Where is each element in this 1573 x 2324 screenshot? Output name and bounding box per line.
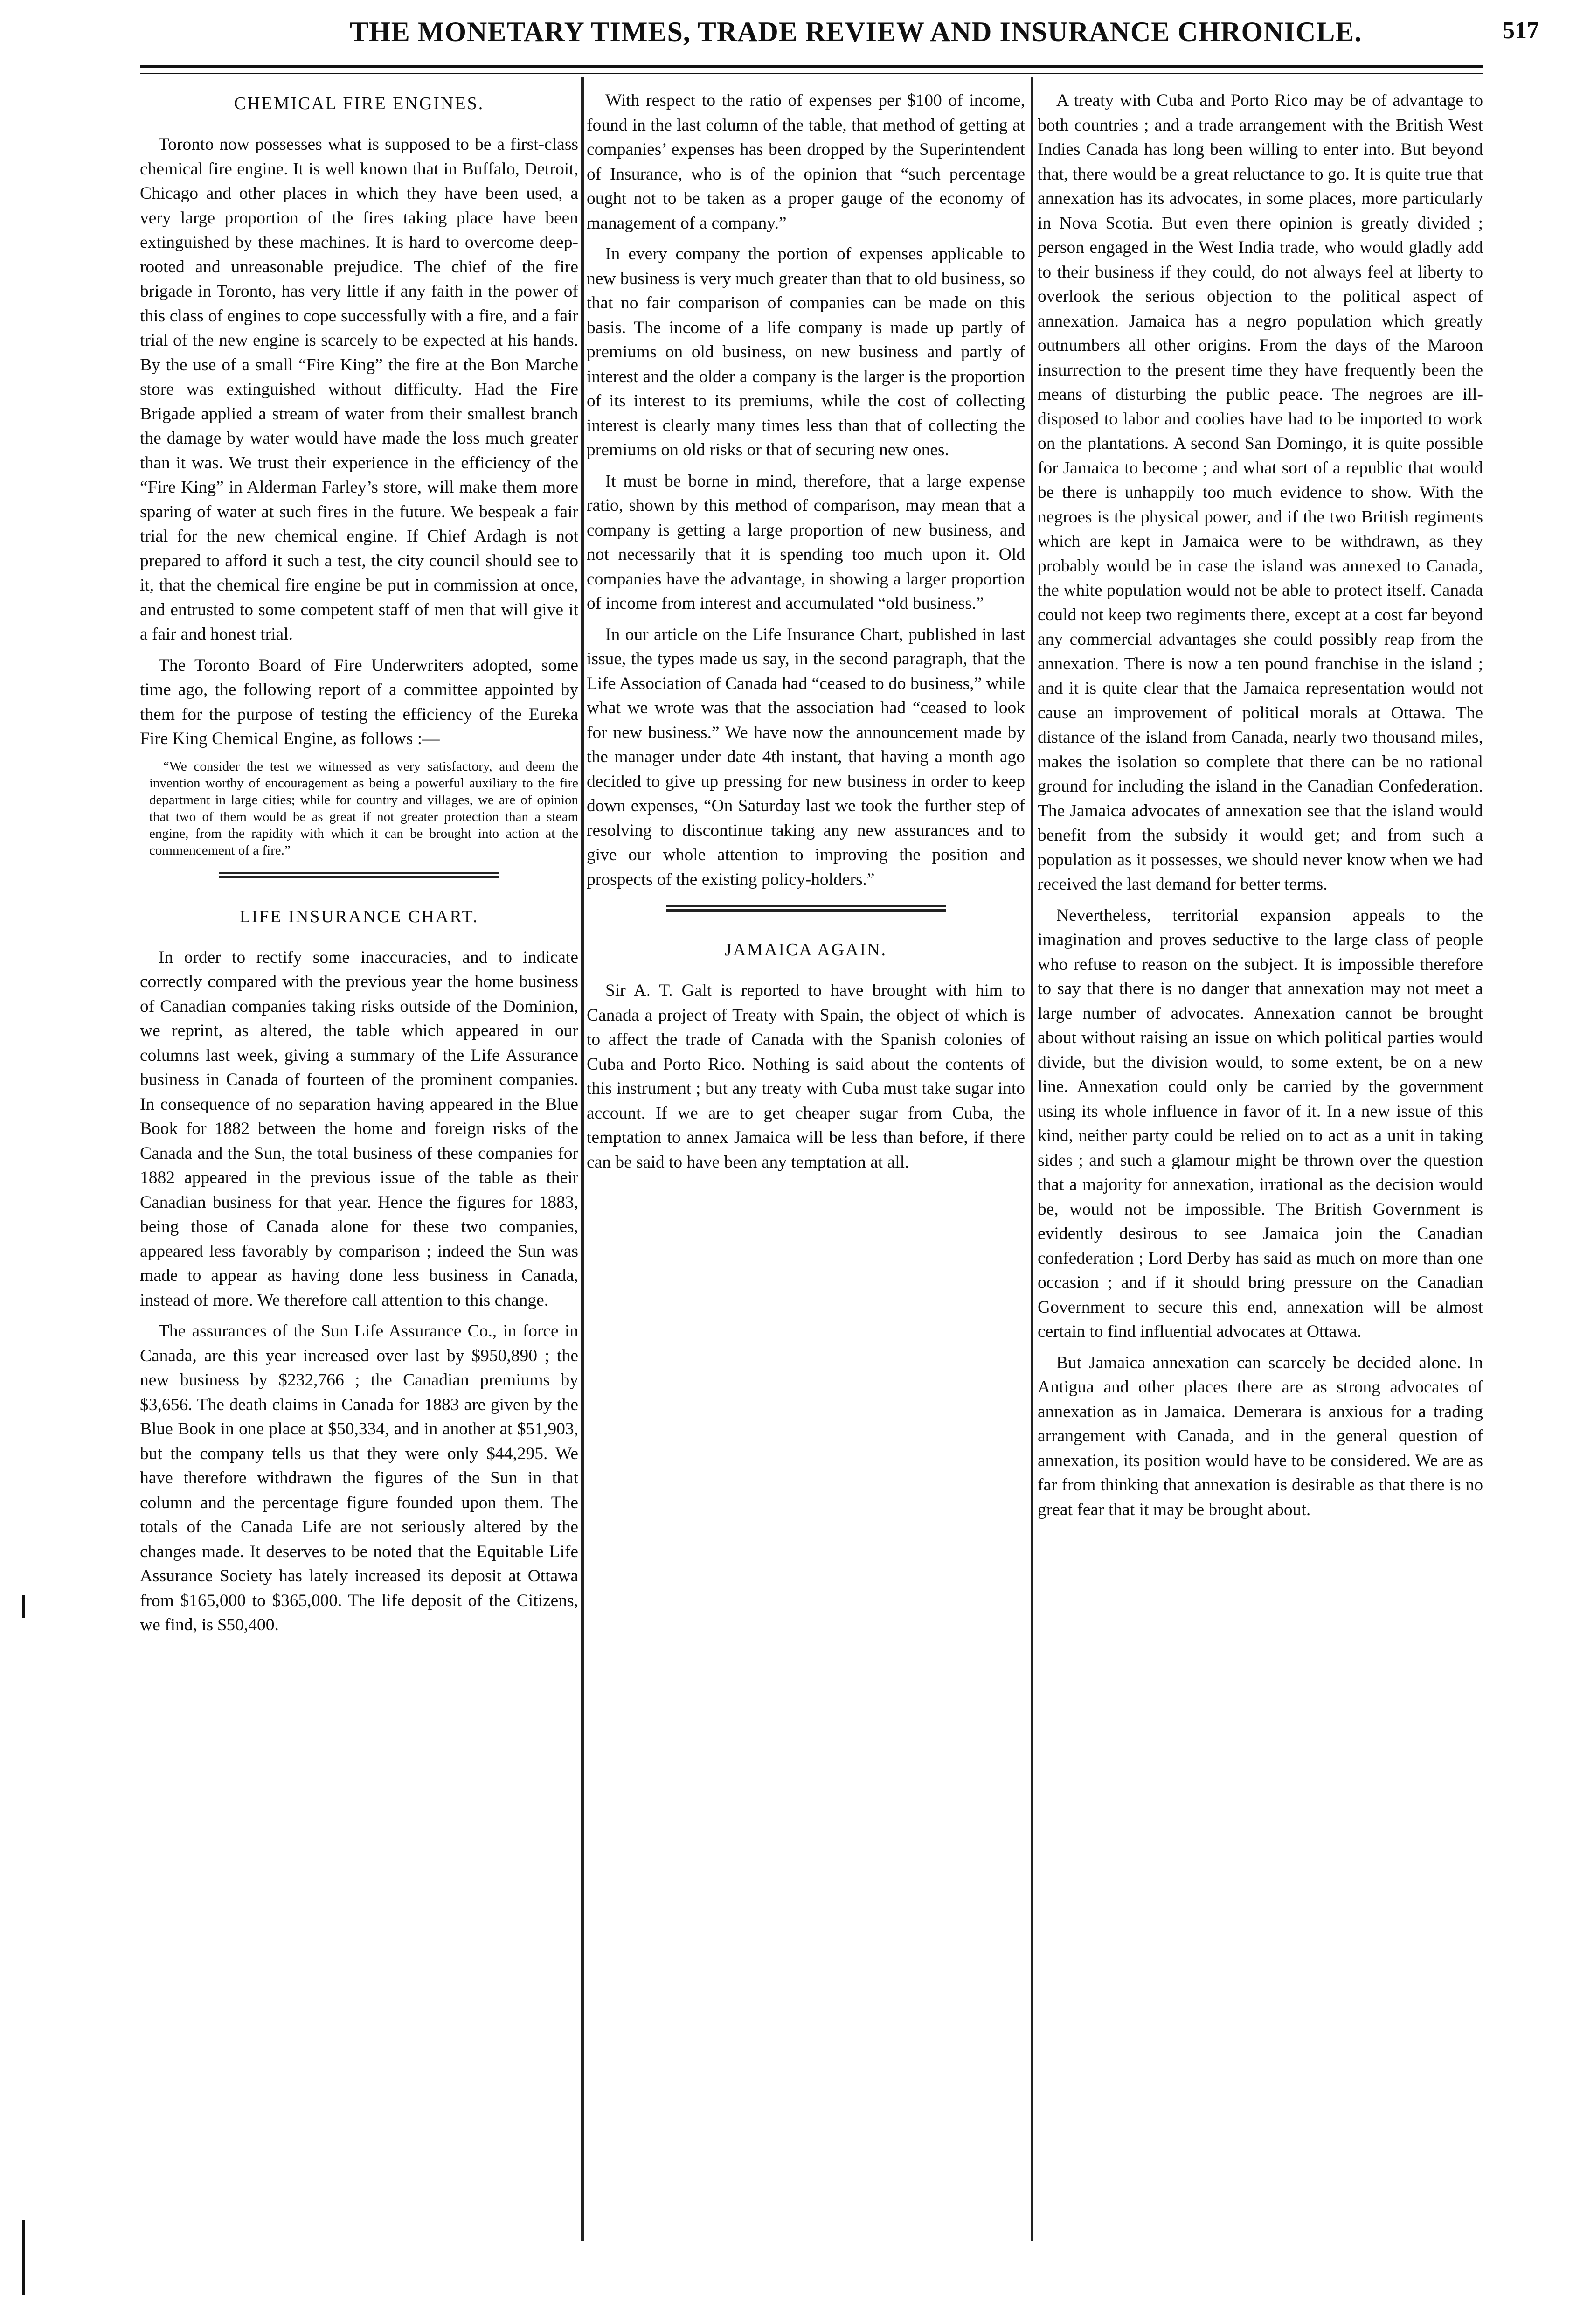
chart-paragraph-6: In our article on the Life Insurance Chart, published in last issue, the types made us say, in the second paragraph, that the Life Association of Canada had “ceased to do business,” while what we wrote was that the association had “ceased to look for new business.” We have now the announcement made by the manager under date 4th instant, that having a month ago decided to give up pressing for new business in order to keep down expenses, “On Saturday last we took the further step of resolving to discontinue taking any new assurances and to give our whole attention to improving the position and prospects of the existing policy-holders.” bbox=[587, 625, 1025, 889]
jamaica-paragraph-1: Sir A. T. Galt is reported to have brought with him to Canada a project of Treaty with Spain, the object of which is to affect the trade of Canada with the Spanish colonies of Cuba and Porto Rico. Nothing is said about the contents of this instrument ; but any treaty with Cuba must take sugar into account. If we are to get cheaper sugar from Cuba, the temptation to annex Jamaica will be less than before, if there can be said to have been any temptation at all. bbox=[587, 981, 1025, 1172]
chemical-fire-engines-title: CHEMICAL FIRE ENGINES. bbox=[234, 94, 485, 113]
chemical-paragraph-1: Toronto now possesses what is supposed to be a first-class chemical fire engine. It is well known that in Buffalo, Detroit, Chicago and other places in which they have been used, a very large proportion of the fires taking place have been extinguished by these machines. It is hard to overcome deep-rooted and unreasonable prejudice. The chief of the fire brigade in Toronto, has very little if any faith in the power of this class of engines to cope successfully with a fire, and a fair trial of the new engine is scarcely to be expected at his hands. By the use of a small “Fire King” the fire at the Bon Marche store was extinguished without difficulty. Had the Fire Brigade applied a stream of water from their smallest branch the damage by water would have made the loss much greater than it was. We trust their experience in the efficiency of the “Fire King” in Alderman Farley’s store, will make them more sparing of water at such fires in the future. We bespeak a fair trial for the new chemical engine. If Chief Ardagh is not prepared to afford it such a test, the city council should see to it, that the chemical fire engine be put in commission at once, and entrusted to some competent staff of men that will give it a fair and honest trial. bbox=[140, 135, 578, 644]
page-header bbox=[135, 13, 1558, 64]
jamaica-paragraph-3: Nevertheless, territorial expansion appeals to the imagination and proves seductive to the large class of people who refuse to reason on the subject. It is impossible therefore to say that there is no danger that annexation may not meet a large number of advocates. Annexation cannot be brought about without raising an issue on which political parties would divide, but the division would, to some extent, be on a new line. Annexation could only be carried by the government using its whole influence in favor of it. In a new issue of this kind, neither party could be relied on to act as a unit in taking sides ; and such a glamour might be thrown over the question that a majority for annexation, irrational as the decision would be, would not be impossible. The British Government is evidently desirous to see Jamaica join the Canadian confederation ; Lord Derby has said as much on more than one occasion ; and if it should bring pressure on the Canadian Government to secure this end, annexation will be almost certain to find influential advocates at Ottawa. bbox=[1038, 905, 1483, 1341]
jamaica-again-title: JAMAICA AGAIN. bbox=[724, 940, 887, 960]
column-divider-2 bbox=[1031, 77, 1033, 2241]
column-1 bbox=[140, 89, 578, 2287]
chemical-paragraph-2: The Toronto Board of Fire Underwriters adopted, some time ago, the following report of a committee appointed by them for the purpose of testing the efficiency of the Eureka Fire King Chemical Engine, as follows :— bbox=[140, 655, 578, 748]
chart-paragraph-2: The assurances of the Sun Life Assurance Co., in force in Canada, are this year increased over last by $950,890 ; the new business by $232,766 ; the Canadian premiums by $3,656. The death claims in Canada for 1883 are given by the Blue Book in one place at $50,334, and in another at $51,903, but the company tells us that they were only $44,295. We have therefore withdrawn the figures of the Sun in that column and the percentage figure founded upon them. The totals of the Canada Life are not seriously altered by the changes made. It deserves to be noted that the Equitable Life Assurance Society has lately increased its deposit at Ottawa from $165,000 to $365,000. The life deposit of the Citizens, we find, is $50,400. bbox=[140, 1322, 578, 1635]
running-title: THE MONETARY TIMES, TRADE REVIEW AND INSURANCE CHRONICLE. bbox=[350, 16, 1362, 47]
left-edge-mark bbox=[22, 1595, 25, 1618]
chart-paragraph-5: It must be borne in mind, therefore, that a large expense ratio, shown by this method of comparison, may mean that a company is getting a large proportion of new business, and not necessarily that it is spending too much upon it. Old companies have the advantage, in showing a larger proportion of income from interest and accumulated “old business.” bbox=[587, 471, 1025, 613]
chart-paragraph-3: With respect to the ratio of expenses per $100 of income, found in the last column of the table, that method of getting at companies’ expenses has been dropped by the Superintendent of Insurance, who is of the opinion that “such percentage ought not to be taken as a proper gauge of the economy of management of a company.” bbox=[587, 91, 1025, 233]
column-divider-1 bbox=[581, 77, 584, 2241]
jamaica-paragraph-2: A treaty with Cuba and Porto Rico may be of advantage to both countries ; and a trade arrangement with the British West Indies Canada has long been willing to enter into. But beyond that, there would be a great reluctance to go. It is quite true that annexation has its advocates, in some places, more particularly in Nova Scotia. But even there opinion is greatly divided ; person engaged in the West India trade, who would gladly add to their business if they could, do not always feel at liberty to overlook the serious objection to the political aspect of annexation. Jamaica has a negro population which greatly outnumbers all other origins. From the days of the Maroon insurrection to the present time they have frequently been the means of disturbing the public peace. The negroes are ill-disposed to labor and coolies have had to be imported to work on the plantations. A second San Domingo, it is quite possible for Jamaica to become ; and what sort of a republic that would be there is unhappily too much evidence to show. With the negroes is the physical power, and if the two British regiments which are kept in Jamaica were to be withdrawn, as they probably would be in case the island was annexed to Canada, the white population would not be able to protect itself. Canada could not keep two regiments there, except at a cost far beyond any commercial advantages she could possibly reap from the annexation. There is now a ten pound franchise in the island ; and it is quite clear that the Jamaica representation would not cause an improvement of political morals at Ottawa. The distance of the island from Canada, nearly two thousand miles, makes the isolation so complete that there can be no rational ground for including the island in the Canadian Confederation. The Jamaica advocates of annexation see that the island would benefit from the subsidy it would get; and from such a population as it possesses, we should never know when we had received the last demand for better terms. bbox=[1038, 91, 1483, 894]
header-rule-thick bbox=[140, 65, 1483, 68]
column-3 bbox=[1038, 89, 1483, 2287]
page-number: 517 bbox=[1503, 17, 1539, 44]
left-edge-mark bbox=[22, 2220, 25, 2295]
chart-paragraph-4: In every company the portion of expenses applicable to new business is very much greater than that to old business, so that no fair comparison of companies can be made on this basis. The income of a life company is made up partly of premiums on old business, on new business and partly of interest and the older a company is the larger is the proportion of its interest to its premiums, while the cost of collecting interest is clearly many times less than that of collecting the premiums on old risks or that of securing new ones. bbox=[587, 244, 1025, 459]
underwriters-quote: “We consider the test we witnessed as very satisfactory, and deem the invention worthy of encouragement as being a powerful auxiliary to the fire department in large cities; while for country and villages, we are of opinion that two of them would be as great if not greater protection than a steam engine, from the rapidity with which it can be brought into action at the commencement of a fire.” bbox=[149, 758, 578, 858]
column-2 bbox=[587, 89, 1025, 2287]
header-rule-thin bbox=[140, 73, 1483, 74]
chart-paragraph-1: In order to rectify some inaccuracies, and to indicate correctly compared with the previous year the home business of Canadian companies taking risks outside of the Dominion, we reprint, as altered, the table which appeared in our columns last week, giving a summary of the Life Assurance business in Canada of fourteen of the prominent companies. In consequence of no separation having appeared in the Blue Book for 1882 between the home and foreign risks of the Canada and the Sun, the total business of these companies for 1882 appeared in the previous issue of the table as their Canadian business for that year. Hence the figures for 1883, being those of Canada alone for these two companies, appeared less favorably by comparison ; indeed the Sun was made to appear as having done less business in Canada, instead of more. We therefore call attention to this change. bbox=[140, 947, 578, 1310]
jamaica-paragraph-4: But Jamaica annexation can scarcely be decided alone. In Antigua and other places there are as strong advocates of annexation as in Jamaica. Demerara is anxious for a trading arrangement with Canada, and in the general question of annexation, its position would have to be considered. We are as far from thinking that annexation is desirable as that there is no great fear that it may be brought about. bbox=[1038, 1353, 1483, 1519]
section-divider bbox=[666, 905, 946, 918]
section-divider bbox=[219, 872, 499, 885]
life-insurance-chart-title: LIFE INSURANCE CHART. bbox=[239, 906, 479, 926]
